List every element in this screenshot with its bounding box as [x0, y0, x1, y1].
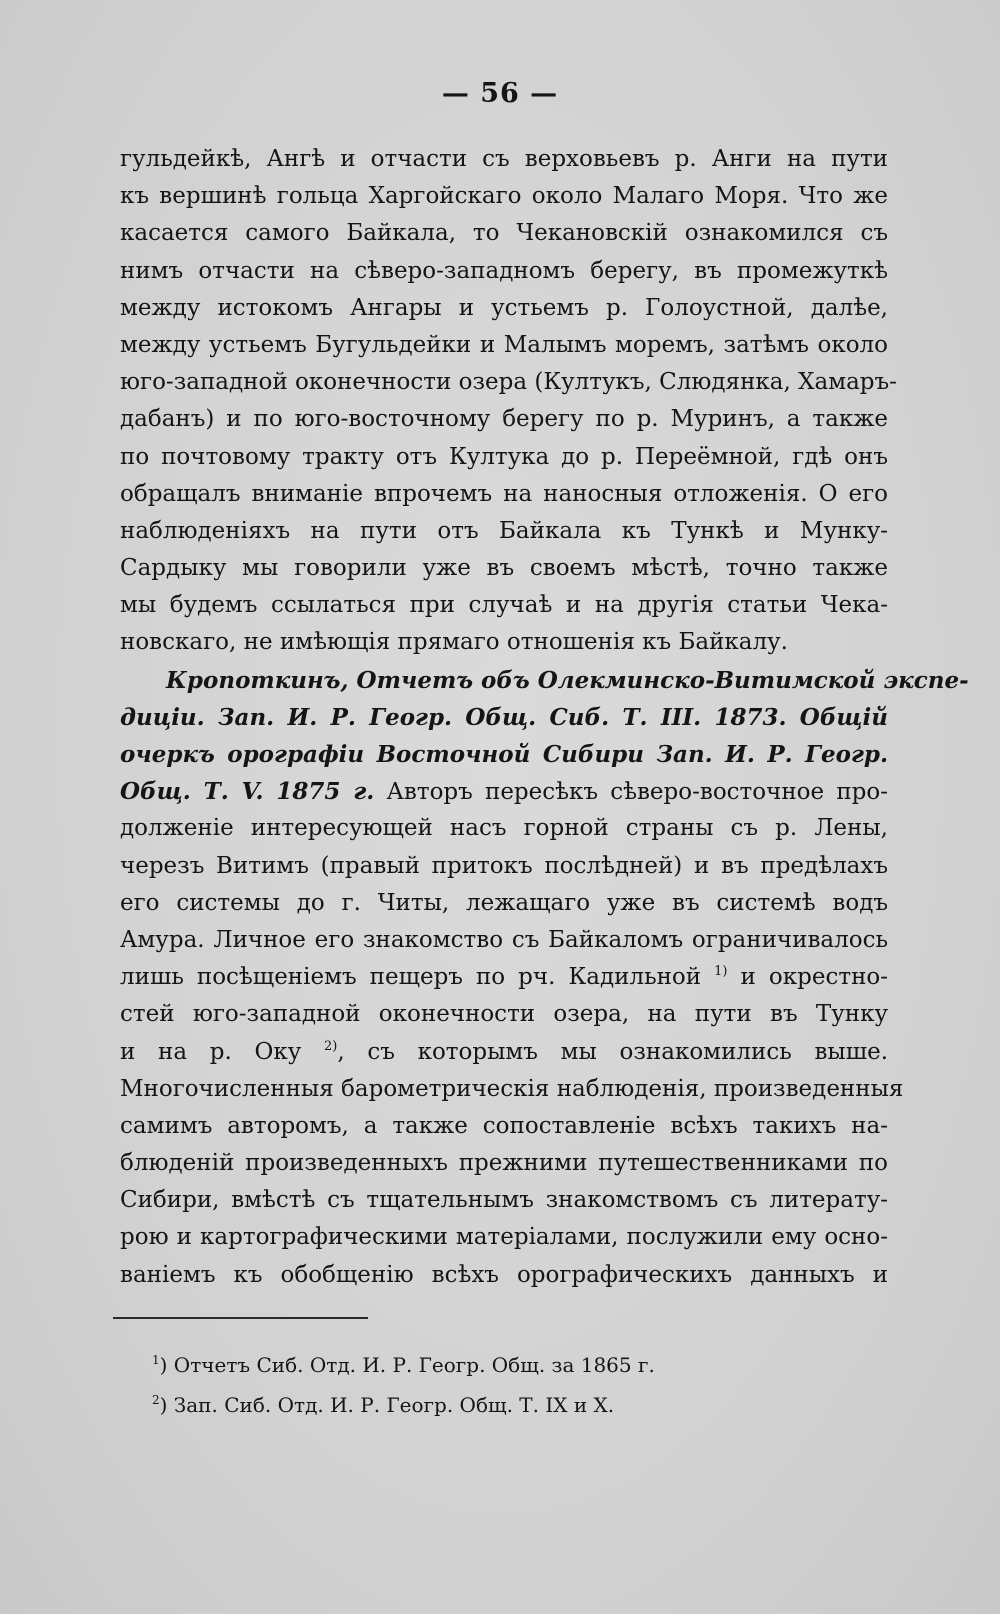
text-line: между устьемъ Бугульдейки и Малымъ моремъ, затѣмъ около — [120, 331, 888, 358]
footnote-mark: 2 — [152, 1393, 160, 1407]
footnote-mark: 1 — [152, 1353, 160, 1367]
citation-line: диціи. Зап. И. Р. Геогр. Общ. Сиб. Т. III. 1873. Общій — [120, 703, 888, 731]
text-segment: , съ которымъ мы ознакомились выше. — [337, 1038, 889, 1065]
text-line: юго-западной оконечности озера (Култукъ, Слюдянка, Хамаръ- — [120, 369, 897, 396]
text-line: черезъ Витимъ (правый притокъ послѣдней) и въ предѣлахъ — [120, 852, 888, 879]
text-line: Сардыку мы говорили уже въ своемъ мѣстѣ, точно также — [120, 555, 888, 582]
text-line: нимъ отчасти на сѣверо-западномъ берегу, въ промежуткѣ — [120, 257, 888, 284]
citation-line: Кропоткинъ, Отчетъ объ Олекминско-Витимской экспе- — [166, 666, 969, 694]
text-line: Сибири, вмѣстѣ съ тщательнымъ знакомствомъ съ литерату- — [120, 1187, 888, 1214]
footnote-text: ) Отчетъ Сиб. Отд. И. Р. Геогр. Общ. за 1865 г. — [159, 1353, 655, 1377]
footnote-2 — [152, 1385, 852, 1425]
text-line: блюденій произведенныхъ прежними путешественниками по — [120, 1150, 888, 1177]
text-segment: и окрестно- — [740, 964, 889, 991]
text-line: Амура. Личное его знакомство съ Байкаломъ ограничивалось — [120, 926, 888, 953]
text-line: новскаго, не имѣющія прямаго отношенія къ Байкалу. — [120, 629, 788, 656]
footnotes — [152, 1345, 852, 1425]
text-line: касается самого Байкала, то Чекановскій ознакомился съ — [120, 220, 888, 247]
citation-line: очеркъ орографіи Восточной Сибири Зап. И. Р. Геогр. — [120, 741, 888, 768]
text-segment: лишь посѣщеніемъ пещеръ по рч. Кадильной — [120, 964, 702, 991]
body-text — [120, 141, 969, 1294]
text-line: Многочисленныя барометрическія наблюденія, произведенныя — [120, 1075, 904, 1102]
text-segment: Авторъ пересѣкъ сѣверо-восточное про- — [386, 779, 888, 806]
footnote-divider — [113, 1317, 368, 1319]
citation-end: Общ. Т. V. 1875 г. — [120, 778, 375, 806]
text-segment: и на р. Оку — [120, 1038, 302, 1065]
footnote-ref-line — [120, 959, 888, 996]
text-line: ваніемъ къ обобщенію всѣхъ орографическихъ данныхъ и — [120, 1261, 888, 1288]
footnote-ref-2: 2) — [324, 1038, 338, 1054]
text-line: между истокомъ Ангары и устьемъ р. Голоустной, далѣе, — [120, 294, 888, 321]
text-line: рою и картографическими матеріалами, послужили ему осно- — [120, 1224, 888, 1251]
text-line: самимъ авторомъ, а также сопоставленіе всѣхъ такихъ на- — [120, 1112, 888, 1139]
text-line: мы будемъ ссылаться при случаѣ и на другія статьи Чека- — [120, 592, 888, 619]
text-line: къ вершинѣ гольца Харгойскаго около Малаго Моря. Что же — [120, 183, 888, 210]
footnote-ref-1: 1) — [714, 964, 728, 980]
text-line: долженіе интересующей насъ горной страны съ р. Лены, — [120, 815, 888, 842]
text-line: стей юго-западной оконечности озера, на пути въ Тунку — [120, 1001, 888, 1028]
footnote-1 — [152, 1345, 852, 1385]
mixed-line — [120, 773, 888, 810]
footnote-text: ) Зап. Сиб. Отд. И. Р. Геогр. Общ. Т. IX и X. — [159, 1393, 615, 1417]
page-number: — 56 — — [441, 78, 559, 109]
text-line: обращалъ вниманіе впрочемъ на наносныя отложенія. О его — [120, 480, 888, 507]
footnote-ref-line — [120, 1034, 888, 1071]
text-line: наблюденіяхъ на пути отъ Байкала къ Тункѣ и Мунку- — [120, 517, 888, 544]
text-line: по почтовому тракту отъ Култука до р. Переёмной, гдѣ онъ — [120, 443, 888, 470]
text-line: его системы до г. Читы, лежащаго уже въ системѣ водъ — [120, 889, 888, 916]
text-line: гульдейкѣ, Ангѣ и отчасти съ верховьевъ р. Анги на пути — [120, 146, 888, 172]
text-line: дабанъ) и по юго-восточному берегу по р. Муринъ, а также — [120, 406, 888, 433]
